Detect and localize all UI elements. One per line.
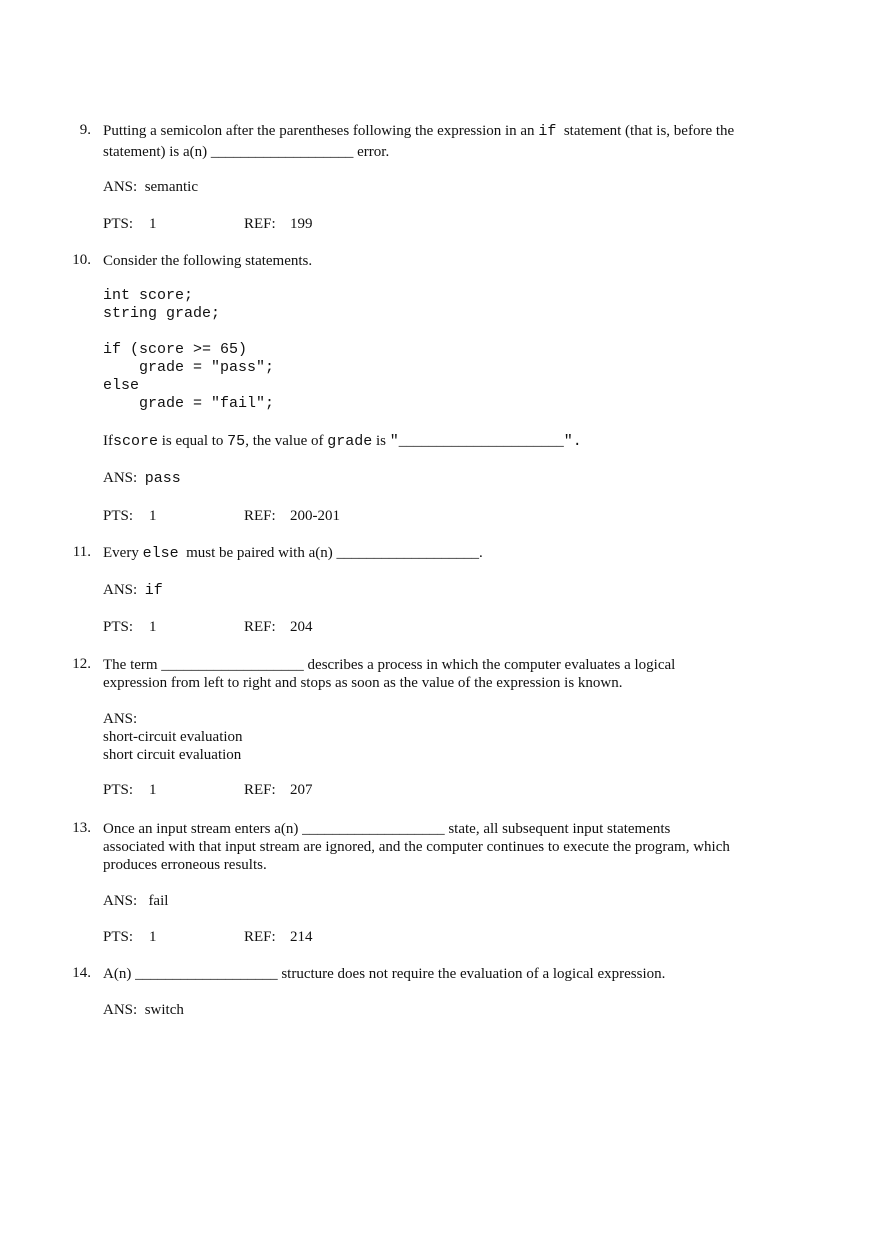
answer-value: if: [144, 582, 163, 599]
prompt-text: is: [376, 433, 387, 449]
points-value: 1: [149, 216, 157, 232]
inline-code: if: [538, 123, 557, 140]
answer-label: ANS:: [103, 582, 138, 598]
question-text: Putting a semicolon after the parentheses following the expression in an: [103, 123, 535, 139]
reference-value: 204: [290, 619, 313, 635]
question-text-line: associated with that input stream are ignored, and the computer continues to execute the program, which: [103, 839, 730, 855]
question-number: 11.: [72, 544, 91, 560]
prompt-text: If: [103, 433, 113, 449]
reference-label: REF:: [244, 929, 276, 945]
points-value: 1: [149, 929, 157, 945]
answer: [103, 1001, 184, 1019]
reference-label: REF:: [244, 619, 276, 635]
question-number: 13.: [72, 820, 91, 836]
code-line: grade = "pass";: [103, 359, 275, 376]
inline-code: grade: [327, 433, 373, 450]
question-text: statement (that is, before the: [563, 123, 735, 139]
quote-mark: ".: [563, 433, 582, 450]
answer-label: ANS:: [103, 711, 138, 727]
answer-label: ANS:: [103, 470, 138, 486]
answer-value: semantic: [144, 179, 199, 195]
answer-value: short-circuit evaluation: [103, 729, 243, 745]
code-line: grade = "fail";: [103, 395, 275, 412]
answer-label: ANS:: [103, 1002, 138, 1018]
points-label: PTS:: [103, 782, 134, 798]
answer-value: short circuit evaluation: [103, 747, 242, 763]
question-text-line: A(n) ___________________ structure does not require the evaluation of a logical expression.: [103, 966, 666, 982]
points-label: PTS:: [103, 929, 134, 945]
prompt-text: is equal to: [161, 433, 224, 449]
question-number: 9.: [79, 122, 91, 138]
points-value: 1: [149, 619, 157, 635]
question-text: must be paired with a(n) ___________________.: [186, 545, 483, 561]
inline-code: score: [113, 433, 159, 450]
answer-value: pass: [144, 470, 181, 487]
code-line: int score;: [103, 287, 194, 304]
question-number: 12.: [72, 656, 91, 672]
points-value: 1: [149, 508, 157, 524]
question-number: 10.: [72, 252, 91, 268]
question-text-line: [103, 544, 483, 563]
answer-label: ANS:: [103, 893, 138, 909]
answer-value: switch: [144, 1002, 184, 1018]
question-prompt: [103, 432, 582, 451]
reference-label: REF:: [244, 782, 276, 798]
question-number: 14.: [72, 965, 91, 981]
question-text-line: [103, 122, 734, 141]
points-label: PTS:: [103, 216, 134, 232]
code-line: else: [103, 377, 140, 394]
reference-value: 207: [290, 782, 313, 798]
inline-code: 75: [227, 433, 246, 450]
answer: [103, 581, 163, 600]
question-text-line: Once an input stream enters a(n) ___________________ state, all subsequent input statements: [103, 821, 671, 837]
answer: [103, 469, 181, 488]
answer: [103, 892, 168, 910]
code-line: if (score >= 65): [103, 341, 248, 358]
question-text-line: statement) is a(n) ___________________ error.: [103, 144, 390, 160]
question-text-line: The term ___________________ describes a process in which the computer evaluates a logical: [103, 657, 676, 673]
reference-label: REF:: [244, 216, 276, 232]
question-text-line: produces erroneous results.: [103, 857, 267, 873]
question-text-line: expression from left to right and stops as soon as the value of the expression is known.: [103, 675, 623, 691]
points-label: PTS:: [103, 508, 134, 524]
reference-value: 199: [290, 216, 313, 232]
question-text: Consider the following statements.: [103, 253, 313, 269]
answer-label: ANS:: [103, 179, 138, 195]
points-value: 1: [149, 782, 157, 798]
question-text: Every: [103, 545, 139, 561]
answer: [103, 178, 198, 196]
reference-label: REF:: [244, 508, 276, 524]
answer-value: fail: [148, 893, 169, 909]
points-label: PTS:: [103, 619, 134, 635]
answer-blank: ______________________: [398, 433, 564, 449]
reference-value: 200-201: [290, 508, 340, 524]
inline-code: else: [142, 545, 179, 562]
reference-value: 214: [290, 929, 313, 945]
code-line: string grade;: [103, 305, 221, 322]
prompt-text: , the value of: [245, 433, 324, 449]
quote-mark: ": [389, 433, 399, 450]
